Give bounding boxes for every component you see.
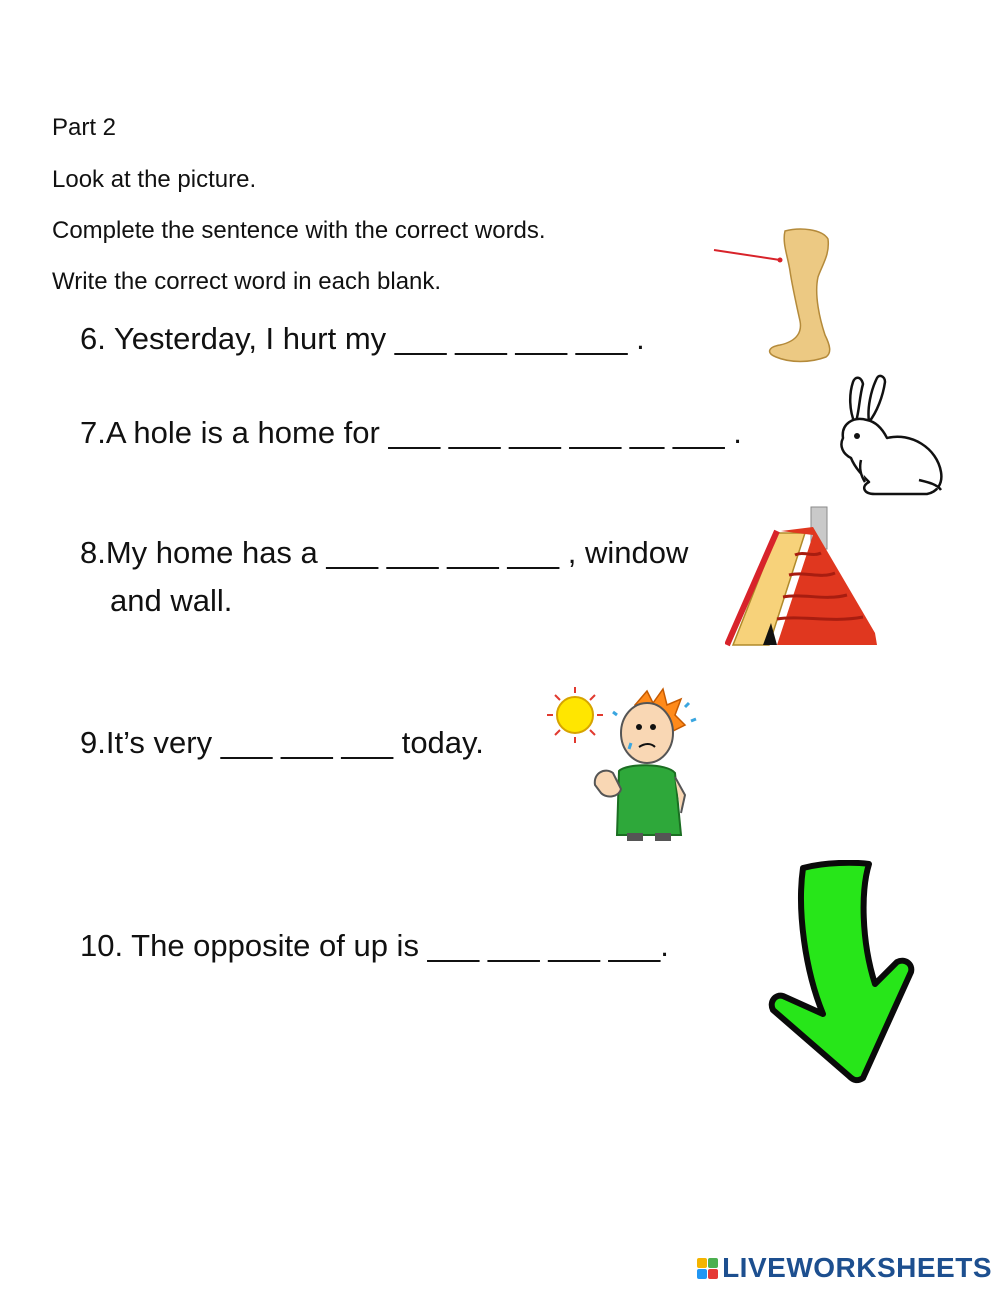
- liveworksheets-logo: [697, 1252, 992, 1284]
- instruction-complete: Complete the sentence with the correct words.: [52, 217, 546, 244]
- roof-icon: [725, 505, 880, 650]
- question-6: 6. Yesterday, I hurt my ___ ___ ___ ___ .: [80, 321, 645, 356]
- brand-name: LIVEWORKSHEETS: [722, 1252, 992, 1283]
- rabbit-icon: [815, 372, 950, 502]
- logo-mark-icon: [697, 1258, 718, 1279]
- question-7: 7.A hole is a home for ___ ___ ___ ___ __ ___ .: [80, 415, 742, 450]
- question-10: 10. The opposite of up is ___ ___ ___ ___.: [80, 928, 669, 963]
- instruction-write: Write the correct word in each blank.: [52, 268, 442, 295]
- question-8-line2: and wall.: [110, 583, 233, 618]
- leg-icon: [710, 225, 840, 370]
- down-arrow-icon: [765, 860, 920, 1085]
- question-8-line1: 8.My home has a ___ ___ ___ ___ , window: [80, 535, 689, 570]
- question-9: 9.It’s very ___ ___ ___ today.: [80, 725, 484, 760]
- hot-boy-icon: [535, 685, 720, 845]
- instruction-look: Look at the picture.: [52, 166, 257, 193]
- part-title: Part 2: [52, 114, 117, 141]
